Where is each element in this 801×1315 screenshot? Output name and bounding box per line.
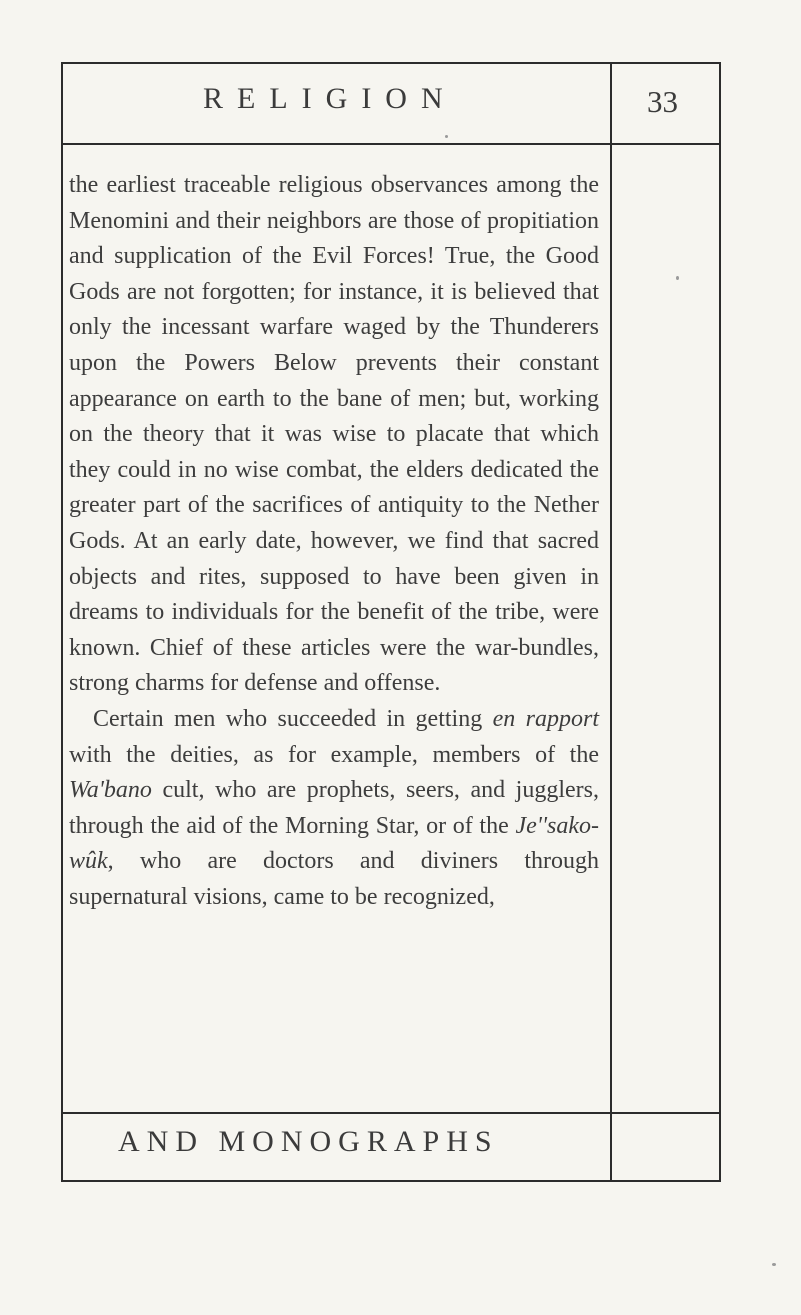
print-speck xyxy=(772,1263,776,1266)
footer-rule xyxy=(61,1112,721,1114)
body-text xyxy=(69,168,599,915)
print-speck xyxy=(676,276,679,280)
italic-wabano: Wa'bano xyxy=(69,777,152,804)
footer-text: AND MONOGRAPHS xyxy=(118,1125,499,1158)
paragraph-2-part-4: , who are doctors and diviners through supernatural visions, came to be recognized, xyxy=(69,848,599,910)
column-divider xyxy=(610,62,612,1182)
frame-right-rule xyxy=(719,62,721,1182)
paragraph-2-part-1: Certain men who succeeded in getting xyxy=(93,705,493,732)
italic-jesakowuk: Je''sako-wûk xyxy=(69,812,599,875)
frame-bottom-rule xyxy=(61,1180,721,1182)
italic-en-rapport: en rapport xyxy=(492,705,600,732)
print-speck xyxy=(445,135,448,138)
frame-left-rule xyxy=(61,62,63,1182)
header-rule xyxy=(61,143,721,145)
paragraph-2 xyxy=(69,702,599,916)
paragraph-1: the earliest traceable religious observances among the Menomini and their neighbors are those of propitiation and supplication of the Evil Forces! True, the Good Gods are not forgotten; for instance, it is believed that only the incessant warfare waged by the Thunderers upon the Powers Below prevents their constant appearance on earth to the bane of men; but, working on the theory that it was wise to placate that which they could in no wise combat, the elders dedicated the greater part of the sacrifices of antiquity to the Nether Gods. At an early date, however, we find that sacred objects and rites, supposed to have been given in dreams to individuals for the benefit of the tribe, were known. Chief of these articles were the war-bundles, strong charms for defense and offense. xyxy=(69,172,599,697)
paragraph-2-part-3: cult, who are prophets, seers, and jugglers, through the aid of the Morning Star, or of the xyxy=(69,777,599,839)
frame-top-rule xyxy=(61,62,721,64)
paragraph-2-part-2: with the deities, as for example, members of the xyxy=(69,741,599,768)
running-title: RELIGION xyxy=(203,82,457,115)
page-number: 33 xyxy=(647,84,678,119)
